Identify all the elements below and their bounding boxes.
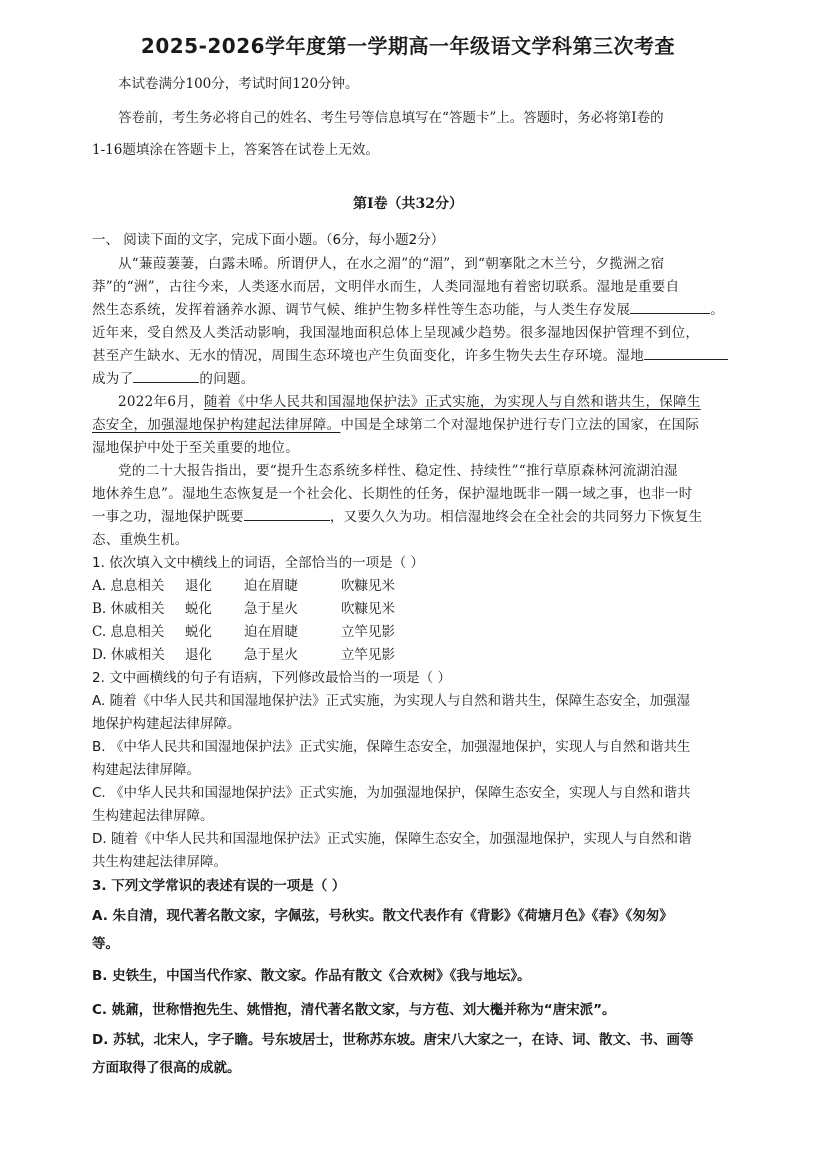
- passage-line: 从“蒹葭萋萋，白露未晞。所谓伊人，在水之湄”的“湄”，到“朝搴阰之木兰兮，夕揽洲之宿: [118, 256, 665, 272]
- passage-line: 湿地保护中处于至关重要的地位。: [92, 440, 299, 456]
- q3-option-c[interactable]: C. 姚鼐，世称惜抱先生、姚惜抱，清代著名散文家，与方苞、刘大櫆并称为“唐宋派”。: [92, 1002, 616, 1018]
- q2-option-c[interactable]: C. 《中华人民共和国湿地保护法》正式实施，为加强湿地保护，保障生态安全，实现人与自然和谐共: [92, 785, 691, 801]
- question-1-stem: 1. 依次填入文中横线上的词语，全部恰当的一项是（ ）: [92, 555, 424, 571]
- passage-line: 态、重焕生机。: [92, 532, 189, 548]
- q1-option-word: A. 息息相关: [92, 578, 165, 594]
- passage-text: 中国是全球第二个对湿地保护进行专门立法的国家，在国际: [340, 417, 700, 433]
- q1-option-word: C. 息息相关: [92, 624, 165, 640]
- passage-line: 地休养生息”。湿地生态恢复是一个社会化、长期性的任务，保护湿地既非一隅一域之事，也非一时: [92, 486, 693, 502]
- q2-option-b[interactable]: B. 《中华人民共和国湿地保护法》正式实施，保障生态安全，加强湿地保护，实现人与自然和谐共生: [92, 739, 691, 755]
- passage-line: [92, 505, 702, 525]
- fill-blank-1: [630, 300, 710, 314]
- q1-option-d[interactable]: [92, 643, 652, 661]
- q1-option-word: 迫在眉睫: [244, 624, 298, 640]
- instruction-line-2: 1-16题填涂在答题卡上，答案答在试卷上无效。: [92, 142, 379, 158]
- passage-text: 2022年6月，: [118, 394, 204, 410]
- q2-option-c-cont: 生构建起法律屏障。: [92, 808, 214, 824]
- passage-text: 。: [710, 302, 725, 318]
- part1-heading: 一、 阅读下面的文字，完成下面小题。（6分，每小题2分）: [92, 232, 445, 248]
- q2-option-b-cont: 构建起法律屏障。: [92, 762, 200, 778]
- fill-blank-2a: [644, 346, 728, 360]
- score-note: 本试卷满分100分，考试时间120分钟。: [118, 76, 359, 92]
- page-title: 2025-2026学年度第一学期高一年级语文学科第三次考查: [140, 34, 676, 58]
- passage-text: 然生态系统，发挥着涵养水源、调节气候、维护生物多样性等生态功能，与人类生存发展: [92, 302, 631, 318]
- section-title: 第Ⅰ卷（共32分）: [352, 196, 464, 212]
- passage-line: [118, 390, 701, 410]
- q1-option-word: 立竿见影: [341, 624, 395, 640]
- q1-option-word: 急于星火: [244, 601, 298, 617]
- passage-text: 成为了: [92, 371, 134, 387]
- question-3-stem: 3. 下列文学常识的表述有误的一项是（ ）: [92, 878, 346, 894]
- passage-line: [92, 413, 699, 433]
- q1-option-word: D. 休戚相关: [92, 647, 165, 663]
- fill-blank-3: [244, 507, 330, 521]
- q3-option-a[interactable]: A. 朱自清，现代著名散文家，字佩弦，号秋实。散文代表作有《背影》《荷塘月色》《春》《匆匆》: [92, 908, 673, 924]
- q1-option-word: 迫在眉睫: [244, 578, 298, 594]
- question-2-stem: 2. 文中画横线的句子有语病，下列修改最恰当的一项是（ ）: [92, 670, 451, 686]
- passage-text: 甚至产生缺水、无水的情况，周围生态环境也产生负面变化，许多生物失去生存环境。湿地: [92, 348, 644, 364]
- passage-line: [92, 344, 728, 364]
- passage-line: 党的二十大报告指出，要“提升生态系统多样性、稳定性、持续性”“推行草原森林河流湖泊湿: [118, 463, 678, 479]
- q1-option-c[interactable]: [92, 620, 652, 638]
- passage-line: [92, 367, 255, 387]
- q1-option-word: 吹糠见米: [341, 578, 395, 594]
- underlined-sentence: 随着《中华人民共和国湿地保护法》正式实施，为实现人与自然和谐共生，保障生: [203, 394, 701, 410]
- instruction-line-1: 答卷前，考生务必将自己的姓名、考生号等信息填写在“答题卡”上。答题时，务必将第Ⅰ卷的: [118, 110, 664, 126]
- q1-option-a[interactable]: [92, 574, 652, 592]
- q1-option-word: 退化: [185, 647, 212, 663]
- q2-option-a-cont: 地保护构建起法律屏障。: [92, 716, 241, 732]
- q1-option-word: 退化: [185, 578, 212, 594]
- q1-option-word: 立竿见影: [341, 647, 395, 663]
- passage-text: 的问题。: [199, 371, 255, 387]
- q1-option-word: B. 休戚相关: [92, 601, 165, 617]
- q1-option-b[interactable]: [92, 597, 652, 615]
- passage-line: 近年来，受自然及人类活动影响，我国湿地面积总体上呈现减少趋势。很多湿地因保护管理不到位，: [92, 325, 700, 341]
- q2-option-d[interactable]: D. 随着《中华人民共和国湿地保护法》正式实施，保障生态安全，加强湿地保护，实现人与自然和谐: [92, 831, 692, 847]
- q3-option-d[interactable]: D. 苏轼，北宋人，字子瞻。号东坡居士，世称苏东坡。唐宋八大家之一，在诗、词、散文、书、画等: [92, 1032, 694, 1048]
- q1-option-word: 蜕化: [185, 601, 212, 617]
- passage-line: 莽”的“洲”，古往今来，人类逐水而居，文明伴水而生，人类同湿地有着密切联系。湿地是重要自: [92, 279, 680, 295]
- q2-option-a[interactable]: A. 随着《中华人民共和国湿地保护法》正式实施，为实现人与自然和谐共生，保障生态安全，加强湿: [92, 693, 691, 709]
- q1-option-word: 蜕化: [185, 624, 212, 640]
- q3-option-d-cont: 方面取得了很高的成就。: [92, 1060, 241, 1076]
- fill-blank-2b: [133, 369, 199, 383]
- passage-text: ，又要久久为功。相信湿地终会在全社会的共同努力下恢复生: [329, 509, 703, 525]
- q3-option-a-cont: 等。: [92, 936, 119, 952]
- q1-option-word: 急于星火: [244, 647, 298, 663]
- passage-text: 一事之功，湿地保护既要: [92, 509, 244, 525]
- underlined-sentence: 态安全，加强湿地保护构建起法律屏障。: [92, 417, 341, 433]
- q1-option-word: 吹糠见米: [341, 601, 395, 617]
- passage-line: [92, 298, 724, 318]
- q3-option-b[interactable]: B. 史铁生，中国当代作家、散文家。作品有散文《合欢树》《我与地坛》。: [92, 968, 531, 984]
- q2-option-d-cont: 共生构建起法律屏障。: [92, 854, 227, 870]
